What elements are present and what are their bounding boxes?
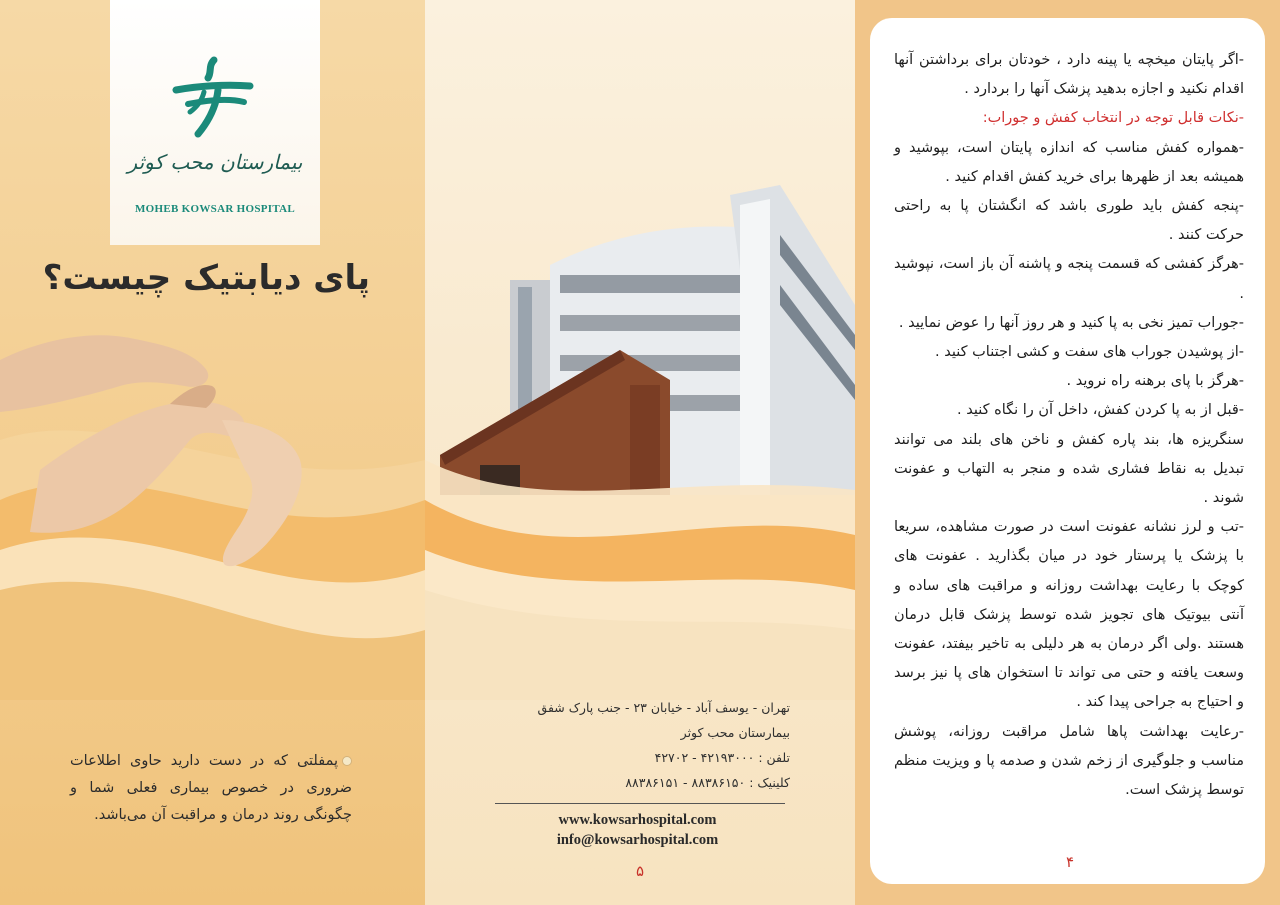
page-number: ۵ (635, 862, 645, 880)
paragraph: سنگریزه ها، بند پاره کفش و ناخن های بلند می توانند تبدیل به نقاط فشاری شده و منجر به التهاب و عفونت شوند . (894, 431, 1244, 507)
contact-panel (425, 0, 855, 905)
clinic-row (485, 770, 790, 795)
hospital-name: بیمارستان محب کوثر (680, 725, 790, 740)
paragraph: -جوراب تمیز نخی به پا کنید و هر روز آنها را عوض نمایید . (898, 314, 1244, 331)
website-link[interactable]: www.kowsarhospital.com (558, 812, 717, 828)
paragraph: -هرگز با پای برهنه راه نروید . (1066, 373, 1244, 390)
paragraph: -از پوشیدن جوراب های سفت و کشی اجتناب کنید . (935, 344, 1244, 361)
bullet-icon (342, 756, 352, 766)
clinic-values: ۸۸۳۸۶۱۵۰ - ۸۸۳۸۶۱۵۱ (625, 775, 746, 790)
cover-blurb (70, 748, 352, 829)
phone-label: تلفن : (758, 750, 790, 765)
address-line: تهران - یوسف آباد - خیابان ۲۳ - جنب پارک شفق (537, 700, 790, 715)
paragraph: -همواره کفش مناسب که اندازه پایتان است، بپوشید و همیشه بعد از ظهرها برای خرید کفش اقدام کنید . (894, 139, 1244, 185)
text-card (870, 18, 1265, 884)
hospital-name-fa: بیمارستان محب کوثر (127, 150, 303, 174)
paragraph: -رعایت بهداشت پاها شامل مراقبت روزانه، پوشش مناسب و جلوگیری از زخم شدن و صدمه پا و ویزیت منظم توسط پزشک است. (894, 723, 1244, 799)
phone-values: ۴۲۱۹۳۰۰۰ - ۴۲۷۰۲ (654, 750, 755, 765)
paragraph: -اگر پایتان میخچه یا پینه دارد ، خودتان برای برداشتن آنها اقدام نکنید و اجازه بدهید پزشک آنها را بردارد . (894, 52, 1244, 98)
hospital-logo-icon (168, 56, 256, 140)
paragraph: -هرگز کفشی که قسمت پنجه و پاشنه آن باز است، نپوشید . (894, 256, 1244, 302)
paragraph: -پنجه کفش باید طوری باشد که انگشتان پا به راحتی حرکت کنند . (894, 198, 1244, 244)
body-text (894, 46, 1244, 805)
section-heading: -نکات قابل توجه در انتخاب کفش و جوراب: (982, 110, 1244, 127)
cover-title: پای دیابتیک چیست؟ (42, 258, 370, 298)
email-link[interactable]: info@kowsarhospital.com (556, 832, 719, 848)
decorative-waves (425, 440, 855, 700)
clinic-label: کلینیک : (749, 775, 790, 790)
cover-panel (0, 0, 425, 905)
paragraph: -تب و لرز نشانه عفونت است در صورت مشاهده، سریعا با پزشک یا پرستار خود در میان بگذارید . عفونت های کوچک با رعایت بهداشت روزانه و مراقبت های ساده و آنتی بیوتیک های تجویز شده توسط پزشک قابل درمان هستند .ولی اگر درمان به هر دلیلی به تاخیر بیفتد، عفونت وسعت یافته و حتی می تواند تا استخوان های پا نیز برسد و احتیاج به جراحی پیدا کند . (894, 519, 1244, 711)
address-block (485, 695, 790, 795)
text-panel (855, 0, 1280, 905)
hospital-name-en: MOHEB KOWSAR HOSPITAL (134, 203, 296, 215)
phone-row (485, 745, 790, 770)
page-number: ۴ (1065, 853, 1075, 871)
paragraph: -قبل از به پا کردن کفش، داخل آن را نگاه کنید . (957, 402, 1244, 419)
web-contacts (485, 810, 790, 850)
cover-blurb-text: پمفلتی که در دست دارید حاوی اطلاعات ضروری در خصوص بیماری فعلی شما و چگونگی روند درمان و مراقبت آن می‌باشد. (70, 753, 352, 823)
divider (495, 803, 785, 804)
hands-illustration (0, 320, 330, 580)
